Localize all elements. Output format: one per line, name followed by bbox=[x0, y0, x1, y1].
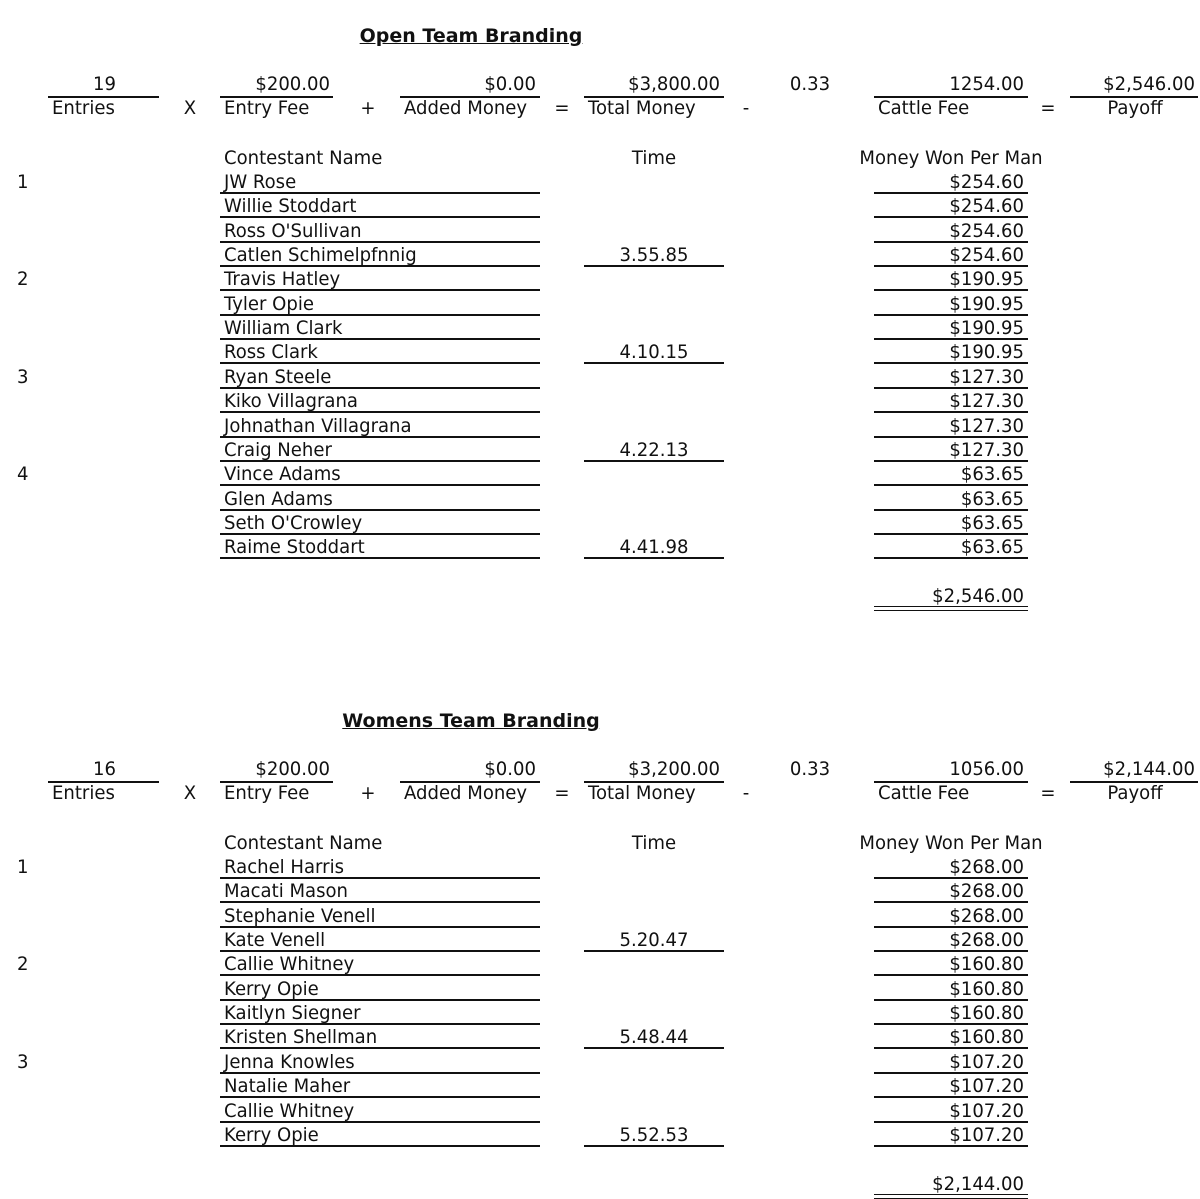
payoff-value: $2,546.00 bbox=[1103, 73, 1195, 95]
equals-operator: = bbox=[554, 782, 570, 804]
added-money-label: Added Money bbox=[404, 97, 528, 119]
payout-total: $2,546.00 bbox=[932, 584, 1024, 607]
contestant-name: Callie Whitney bbox=[224, 953, 355, 976]
payoff-label: Payoff bbox=[1107, 97, 1163, 119]
contestant-name-header: Contestant Name bbox=[224, 147, 383, 169]
cattle-fee-value: 1254.00 bbox=[949, 73, 1024, 95]
money-won: $63.65 bbox=[960, 511, 1024, 534]
entries-value: 19 bbox=[93, 73, 116, 95]
entries-label: Entries bbox=[52, 97, 115, 119]
time-underline bbox=[584, 1047, 724, 1049]
contestant-name: Kerry Opie bbox=[224, 977, 319, 1000]
contestant-name: Kristen Shellman bbox=[224, 1026, 378, 1049]
money-won: $190.95 bbox=[949, 292, 1024, 315]
cattle-fee-value: 1056.00 bbox=[949, 758, 1024, 780]
money-won: $268.00 bbox=[949, 904, 1024, 927]
money-won: $160.80 bbox=[949, 1026, 1024, 1049]
section-title: Open Team Branding bbox=[359, 25, 583, 47]
run-time: 4.10.15 bbox=[619, 341, 689, 364]
payoff-value: $2,144.00 bbox=[1103, 758, 1195, 780]
time-underline bbox=[584, 557, 724, 559]
payout-total: $2,144.00 bbox=[932, 1172, 1024, 1195]
added-money-value: $0.00 bbox=[484, 73, 536, 95]
cattle-fee-label: Cattle Fee bbox=[878, 782, 970, 804]
money-won: $160.80 bbox=[949, 977, 1024, 1000]
money-won-header: Money Won Per Man bbox=[859, 832, 1043, 854]
money-won: $190.95 bbox=[949, 341, 1024, 364]
added-money-label: Added Money bbox=[404, 782, 528, 804]
contestant-name: Ross Clark bbox=[224, 341, 318, 364]
run-time: 5.52.53 bbox=[619, 1123, 689, 1146]
money-won: $63.65 bbox=[960, 487, 1024, 510]
section-title: Womens Team Branding bbox=[342, 710, 600, 732]
minus-operator: - bbox=[742, 97, 750, 119]
run-time: 5.20.47 bbox=[619, 929, 689, 952]
total-money-label: Total Money bbox=[588, 97, 696, 119]
contestant-name: Callie Whitney bbox=[224, 1099, 355, 1122]
money-won: $190.95 bbox=[949, 317, 1024, 340]
contestant-name: Kiko Villagrana bbox=[224, 390, 358, 413]
money-won: $63.65 bbox=[960, 463, 1024, 486]
money-underline bbox=[874, 1145, 1028, 1147]
money-won: $254.60 bbox=[949, 171, 1024, 193]
place-number: 3 bbox=[17, 365, 29, 388]
contestant-name: Kate Venell bbox=[224, 929, 326, 952]
contestant-name: Natalie Maher bbox=[224, 1075, 351, 1098]
contestant-name: Seth O'Crowley bbox=[224, 511, 363, 534]
money-won: $107.20 bbox=[949, 1099, 1024, 1122]
place-number: 1 bbox=[17, 856, 29, 878]
time-header: Time bbox=[631, 832, 677, 854]
contestant-name: Catlen Schimelpfnnig bbox=[224, 244, 417, 267]
time-underline bbox=[584, 950, 724, 952]
entry-fee-label: Entry Fee bbox=[224, 782, 310, 804]
money-won: $268.00 bbox=[949, 929, 1024, 952]
name-underline bbox=[220, 1145, 540, 1147]
entries-value: 16 bbox=[93, 758, 116, 780]
money-won: $160.80 bbox=[949, 1002, 1024, 1025]
payoff-label: Payoff bbox=[1107, 782, 1163, 804]
money-won: $268.00 bbox=[949, 880, 1024, 903]
money-won: $127.30 bbox=[949, 390, 1024, 413]
added-money-value: $0.00 bbox=[484, 758, 536, 780]
entries-label: Entries bbox=[52, 782, 115, 804]
contestant-name: Kaitlyn Siegner bbox=[224, 1002, 361, 1025]
plus-operator: + bbox=[360, 97, 376, 119]
money-won: $127.30 bbox=[949, 438, 1024, 461]
contestant-name: JW Rose bbox=[224, 171, 297, 193]
contestant-name-header: Contestant Name bbox=[224, 832, 383, 854]
contestant-name: Jenna Knowles bbox=[224, 1050, 355, 1073]
minus-operator: - bbox=[742, 782, 750, 804]
contestant-name: Stephanie Venell bbox=[224, 904, 376, 927]
money-won: $254.60 bbox=[949, 195, 1024, 218]
contestant-name: Kerry Opie bbox=[224, 1123, 319, 1146]
time-header: Time bbox=[631, 147, 677, 169]
percent-value: 0.33 bbox=[789, 758, 831, 780]
money-won: $107.20 bbox=[949, 1050, 1024, 1073]
contestant-name: Ross O'Sullivan bbox=[224, 219, 362, 242]
contestant-name: Vince Adams bbox=[224, 463, 341, 486]
name-underline bbox=[220, 557, 540, 559]
entry-fee-value: $200.00 bbox=[255, 758, 330, 780]
place-number: 3 bbox=[17, 1050, 29, 1073]
times-operator: X bbox=[183, 97, 197, 119]
contestant-name: Ryan Steele bbox=[224, 365, 332, 388]
percent-value: 0.33 bbox=[789, 73, 831, 95]
money-won: $268.00 bbox=[949, 856, 1024, 878]
contestant-name: Glen Adams bbox=[224, 487, 333, 510]
money-won: $160.80 bbox=[949, 953, 1024, 976]
run-time: 4.22.13 bbox=[619, 438, 689, 461]
entry-fee-label: Entry Fee bbox=[224, 97, 310, 119]
run-time: 3.55.85 bbox=[619, 244, 689, 267]
money-won: $107.20 bbox=[949, 1075, 1024, 1098]
cattle-fee-label: Cattle Fee bbox=[878, 97, 970, 119]
contestant-name: Rachel Harris bbox=[224, 856, 345, 878]
money-won-header: Money Won Per Man bbox=[859, 147, 1043, 169]
total-money-label: Total Money bbox=[588, 782, 696, 804]
contestant-name: Raime Stoddart bbox=[224, 536, 365, 559]
place-number: 4 bbox=[17, 463, 29, 486]
place-number: 1 bbox=[17, 171, 29, 193]
equals-operator: = bbox=[1040, 97, 1056, 119]
contestant-name: Craig Neher bbox=[224, 438, 332, 461]
money-won: $254.60 bbox=[949, 219, 1024, 242]
time-underline bbox=[584, 265, 724, 267]
run-time: 4.41.98 bbox=[619, 536, 689, 559]
time-underline bbox=[584, 362, 724, 364]
place-number: 2 bbox=[17, 268, 29, 291]
contestant-name: William Clark bbox=[224, 317, 343, 340]
money-won: $107.20 bbox=[949, 1123, 1024, 1146]
money-won: $190.95 bbox=[949, 268, 1024, 291]
money-won: $127.30 bbox=[949, 365, 1024, 388]
total-double-underline bbox=[874, 606, 1028, 611]
plus-operator: + bbox=[360, 782, 376, 804]
contestant-name: Travis Hatley bbox=[224, 268, 341, 291]
run-time: 5.48.44 bbox=[619, 1026, 689, 1049]
contestant-name: Johnathan Villagrana bbox=[224, 414, 412, 437]
total-money-value: $3,200.00 bbox=[628, 758, 720, 780]
time-underline bbox=[584, 460, 724, 462]
money-won: $63.65 bbox=[960, 536, 1024, 559]
contestant-name: Macati Mason bbox=[224, 880, 348, 903]
money-won: $127.30 bbox=[949, 414, 1024, 437]
times-operator: X bbox=[183, 782, 197, 804]
place-number: 2 bbox=[17, 953, 29, 976]
entry-fee-value: $200.00 bbox=[255, 73, 330, 95]
money-underline bbox=[874, 557, 1028, 559]
total-double-underline bbox=[874, 1194, 1028, 1199]
equals-operator: = bbox=[1040, 782, 1056, 804]
contestant-name: Willie Stoddart bbox=[224, 195, 357, 218]
money-won: $254.60 bbox=[949, 244, 1024, 267]
time-underline bbox=[584, 1145, 724, 1147]
equals-operator: = bbox=[554, 97, 570, 119]
total-money-value: $3,800.00 bbox=[628, 73, 720, 95]
contestant-name: Tyler Opie bbox=[224, 292, 314, 315]
